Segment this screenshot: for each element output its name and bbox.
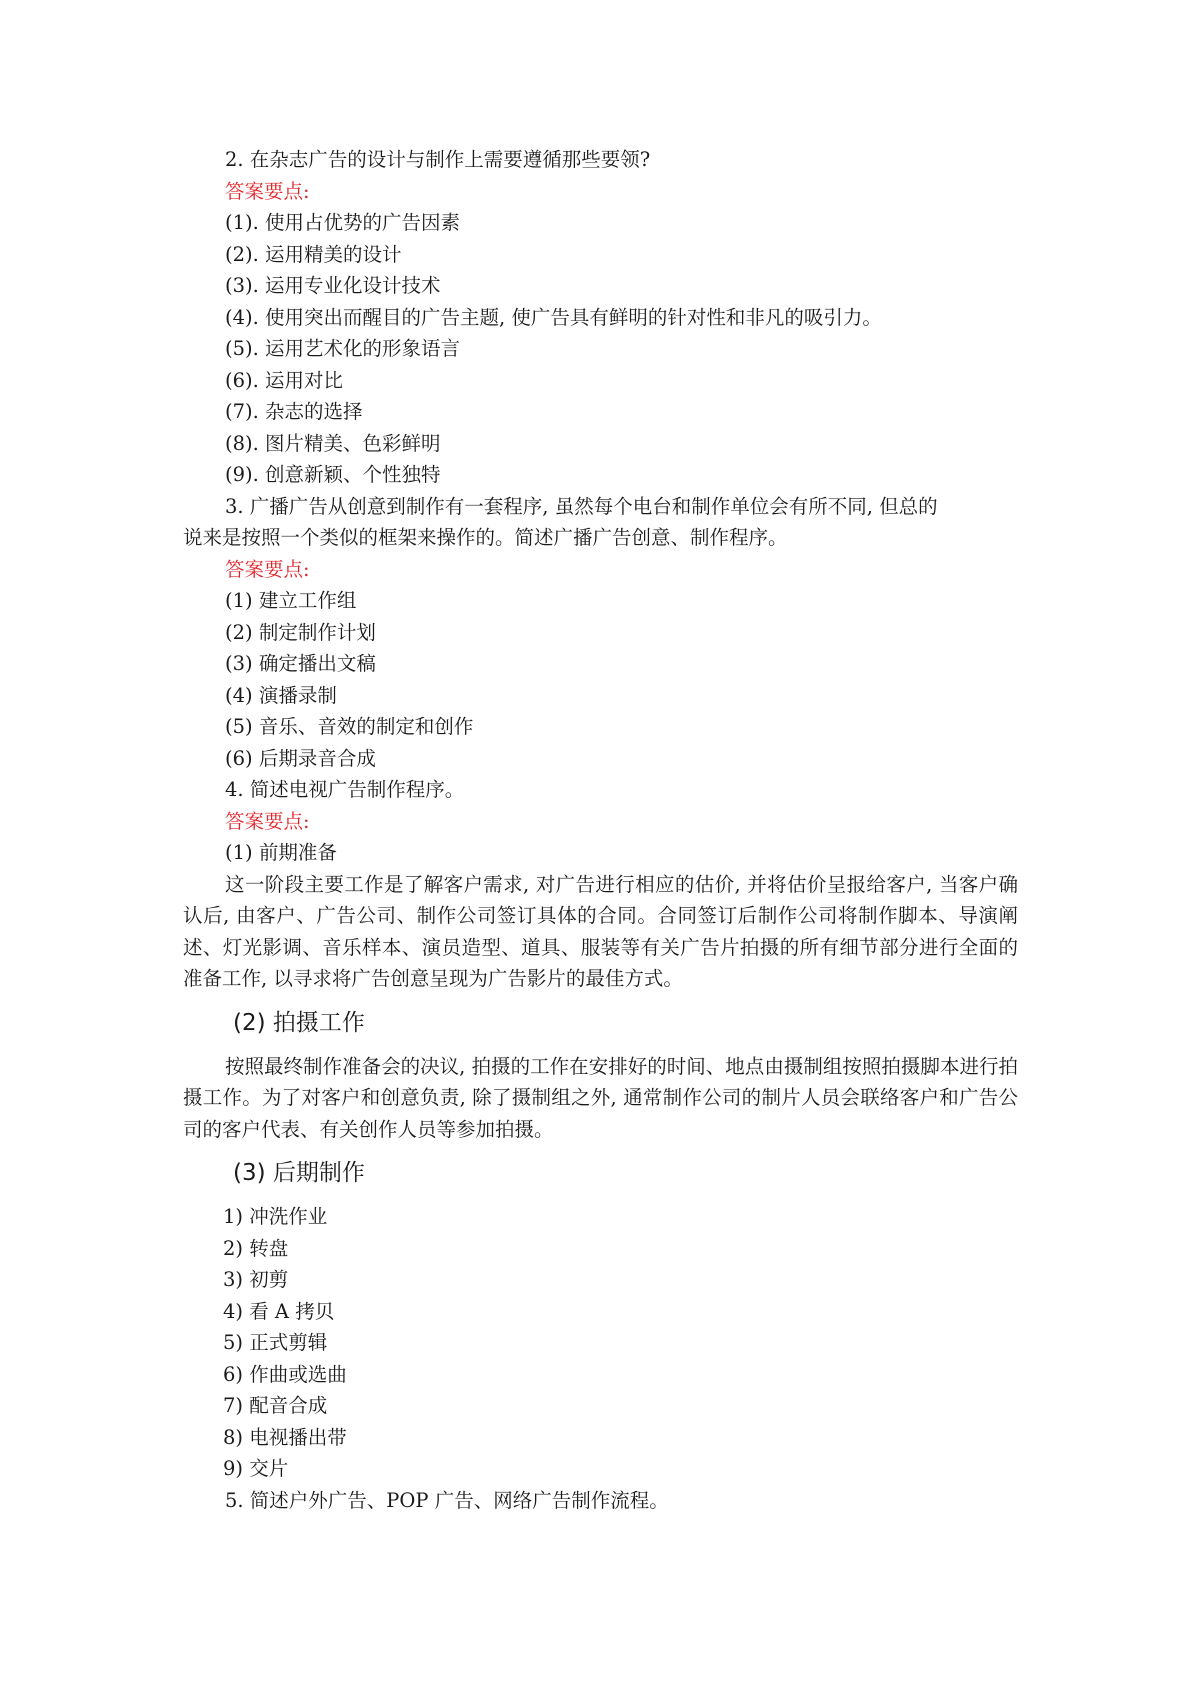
question-4-title: 4. 简述电视广告制作程序。 — [225, 778, 465, 801]
question-5-title: 5. 简述户外广告、POP 广告、网络广告制作流程。 — [225, 1488, 669, 1512]
answer-label: 答案要点: — [225, 179, 310, 203]
list-item: (6) 后期录音合成 — [225, 746, 376, 770]
list-item: (5) 音乐、音效的制定和创作 — [225, 715, 474, 738]
answer-label: 答案要点: — [225, 809, 310, 833]
list-item: (2). 运用精美的设计 — [225, 242, 402, 266]
list-item: (4) 演播录制 — [225, 683, 337, 707]
step-1-paragraph: 这一阶段主要工作是了解客户需求, 对广告进行相应的估价, 并将估价呈报给客户, 当客户确认后, 由客户、广告公司、制作公司签订具体的合同。合同签订后制作公司将制作脚本、导演阐述、灯光影调、音乐样本、演员造型、道具、服装等有关广告片拍摄的所有细节部分进行全面的准备工作, 以寻求将广告创意呈现为广告影片的最佳方式。 — [183, 872, 1018, 990]
list-item: (5). 运用艺术化的形象语言 — [225, 337, 461, 360]
list-item: 3) 初剪 — [223, 1268, 289, 1291]
list-item: 5) 正式剪辑 — [223, 1331, 328, 1354]
page-content — [183, 144, 1018, 1516]
list-item: (7). 杂志的选择 — [225, 400, 363, 423]
list-item: 9) 交片 — [223, 1457, 289, 1480]
list-item: 8) 电视播出带 — [223, 1425, 347, 1449]
step-2-paragraph: 按照最终制作准备会的决议, 拍摄的工作在安排好的时间、地点由摄制组按照拍摄脚本进行拍摄工作。为了对客户和创意负责, 除了摄制组之外, 通常制作公司的制片人员会联络客户和广告公司的客户代表、有关创作人员等参加拍摄。 — [183, 1054, 1018, 1141]
list-item: 6) 作曲或选曲 — [223, 1362, 347, 1386]
list-item: (4). 使用突出而醒目的广告主题, 使广告具有鲜明的针对性和非凡的吸引力。 — [225, 305, 882, 329]
list-item: (8). 图片精美、色彩鲜明 — [225, 431, 441, 455]
section-heading-shooting: (2) 拍摄工作 — [233, 1009, 365, 1036]
question-3-title-line1: 3. 广播广告从创意到制作有一套程序, 虽然每个电台和制作单位会有所不同, 但总的 — [225, 494, 938, 518]
list-item: (6). 运用对比 — [225, 368, 344, 392]
list-item: (1). 使用占优势的广告因素 — [225, 211, 461, 234]
list-item: 7) 配音合成 — [223, 1394, 328, 1417]
list-item: 4) 看 A 拷贝 — [223, 1299, 335, 1323]
section-heading-post-production: (3) 后期制作 — [233, 1160, 365, 1186]
list-item: (9). 创意新颖、个性独特 — [225, 463, 441, 486]
list-item: (3). 运用专业化设计技术 — [225, 274, 441, 297]
list-item: 2) 转盘 — [223, 1236, 289, 1260]
step-1-title: (1) 前期准备 — [225, 841, 337, 864]
answer-label: 答案要点: — [225, 557, 310, 581]
list-item: (2) 制定制作计划 — [225, 620, 376, 644]
list-item: (3) 确定播出文稿 — [225, 652, 376, 675]
list-item: 1) 冲洗作业 — [223, 1205, 328, 1228]
list-item: (1) 建立工作组 — [225, 589, 357, 612]
question-2-title: 2. 在杂志广告的设计与制作上需要遵循那些要领? — [225, 148, 651, 171]
question-3-title-line2: 说来是按照一个类似的框架来操作的。简述广播广告创意、制作程序。 — [183, 526, 788, 549]
